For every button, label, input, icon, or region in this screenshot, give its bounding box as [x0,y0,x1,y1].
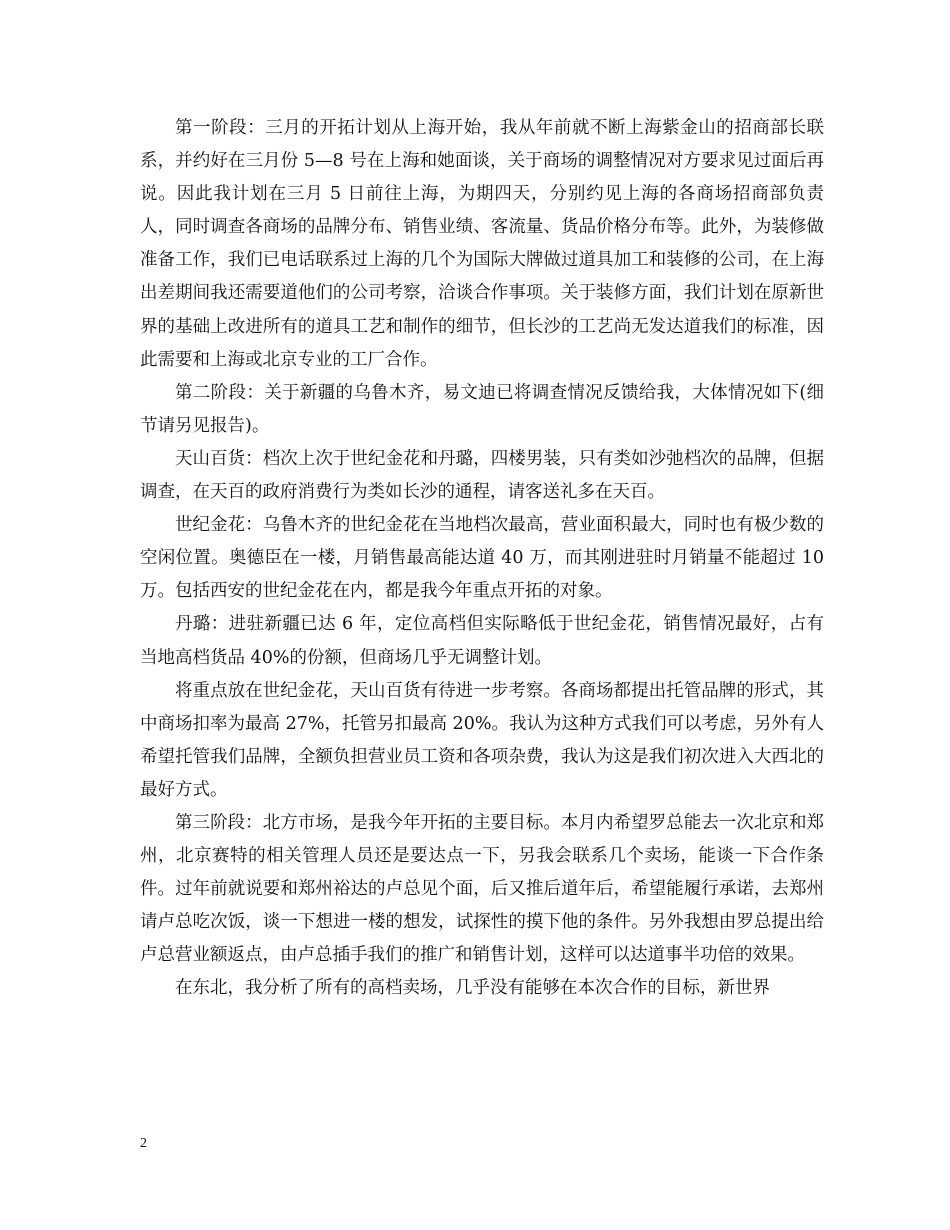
paragraph-northeast: 在东北，我分析了所有的高档卖场，几乎没有能够在本次合作的目标，新世界 [175,978,770,999]
document-body [140,112,824,1006]
paragraph-stage-three: 第三阶段：北方市场，是我今年开拓的主要目标。本月内希望罗总能去一次北京和郑州，北京赛特的相关管理人员还是要达点一下，另我会联系几个卖场，能谈一下合作条件。过年前就说要和郑州裕达的卢总见个面，后又推后道年后，希望能履行承诺，去郑州请卢总吃次饭，谈一下想进一楼的想发，试探性的摸下他的条件。另外我想由罗总提出给卢总营业额返点，由卢总插手我们的推广和销售计划，这样可以达道事半功倍的效果。 [140,812,824,966]
paragraph-stage-two: 第二阶段：关于新疆的乌鲁木齐，易文迪已将调查情况反馈给我，大体情况如下(细节请另见报告)。 [140,382,824,436]
paragraph-stage-one: 第一阶段：三月的开拓计划从上海开始，我从年前就不断上海紫金山的招商部长联系，并约好在三月份 5—8 号在上海和她面谈，关于商场的调整情况对方要求见过面后再说。因此我计划在三月 5 日前往上海，为期四天，分别约见上海的各商场招商部负责人，同时调查各商场的品牌分布、销售业绩、客流量、货品价格分布等。此外，为装修做准备工作，我们已电话联系过上海的几个为国际大牌做过道具加工和装修的公司，在上海出差期间我还需要道他们的公司考察，洽谈合作事项。关于装修方面，我们计划在原新世界的基础上改进所有的道具工艺和制作的细节，但长沙的工艺尚无发达道我们的标准，因此需要和上海或北京专业的工厂合作。 [140,118,824,370]
page-number: 2 [140,1136,147,1151]
paragraph-focus-century-ginwa: 将重点放在世纪金花，天山百货有待进一步考察。各商场都提出托管品牌的形式，其中商场扣率为最高 27%，托管另扣最高 20%。我认为这种方式我们可以考虑，另外有人希望托管我们品牌，全额负担营业员工资和各项杂费，我认为这是我们初次进入大西北的最好方式。 [140,680,824,800]
paragraph-danlu: 丹璐：进驻新疆已达 6 年，定位高档但实际略低于世纪金花，销售情况最好，占有当地高档货品 40%的份额，但商场几乎无调整计划。 [140,614,824,668]
paragraph-tianshan-department-store: 天山百货：档次上次于世纪金花和丹璐，四楼男装，只有类如沙弛档次的品牌，但据调查，在天百的政府消费行为类如长沙的通程，请客送礼多在天百。 [140,448,824,503]
paragraph-century-ginwa: 世纪金花：乌鲁木齐的世纪金花在当地档次最高，营业面积最大，同时也有极少数的空闲位置。奥德臣在一楼，月销售最高能达道 40 万，而其刚进驻时月销量不能超过 10 万。包括西安的世纪金花在内，都是我今年重点开拓的对象。 [140,515,824,602]
